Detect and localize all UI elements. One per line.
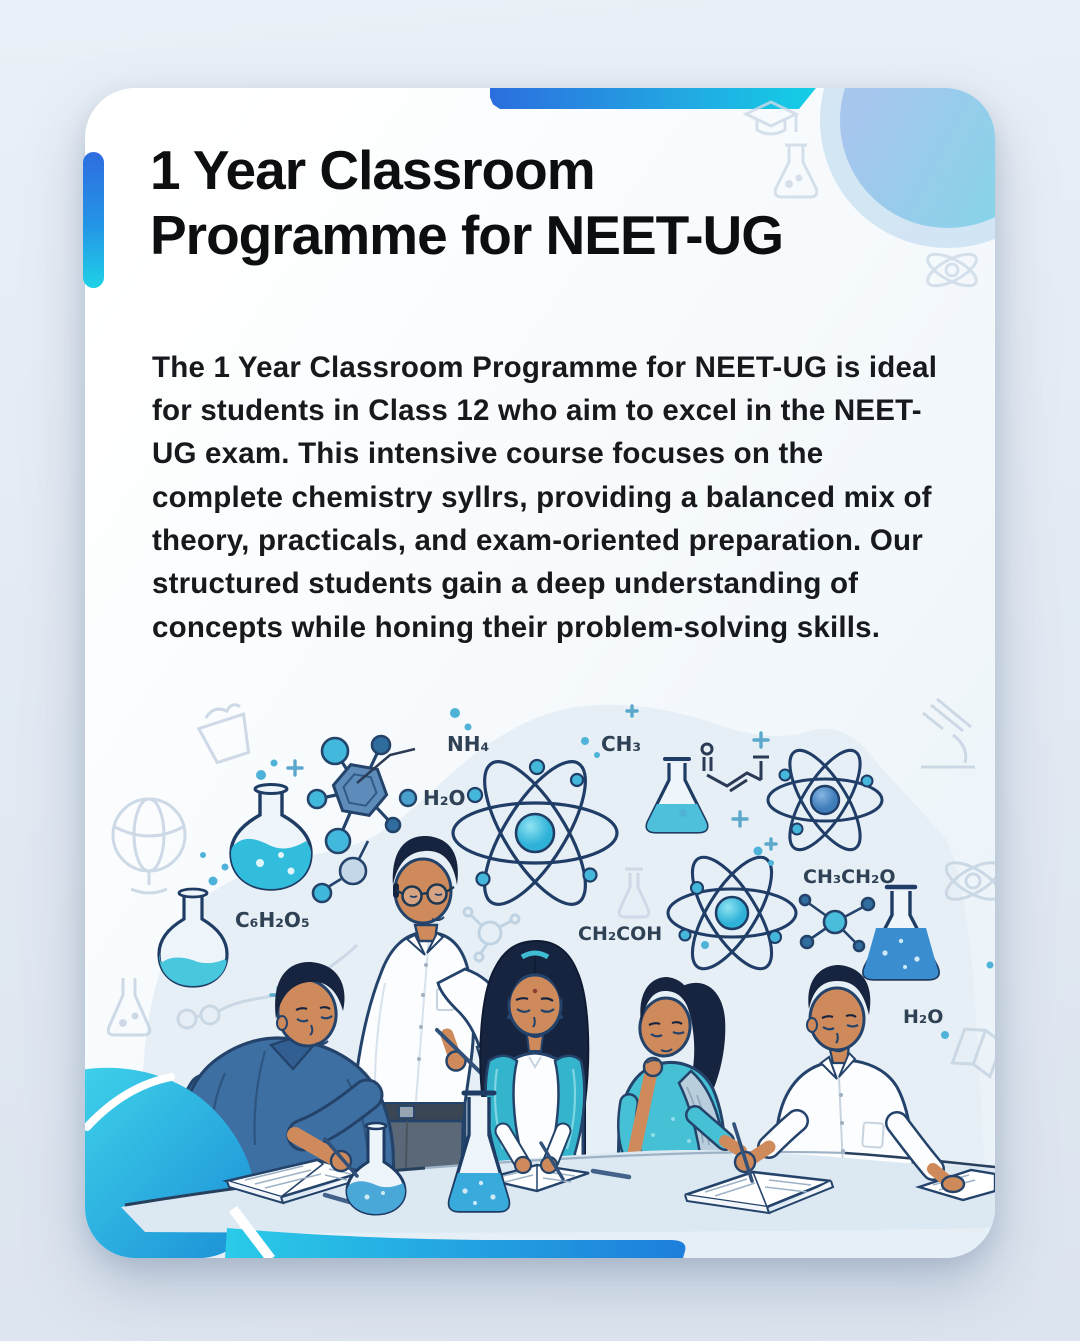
- formula-c6h2o5: C₆H₂O₅: [235, 908, 310, 932]
- beaker-sketch-icon: [195, 702, 255, 765]
- course-card: [85, 88, 995, 1258]
- formula-ch2coh: CH₂COH: [578, 923, 663, 945]
- classroom-illustration: [85, 683, 995, 1258]
- course-description: The 1 Year Classroom Programme for NEET-UG is ideal for students in Class 12 who aim to excel in the NEET-UG exam. This intensive course focuses on the complete chemistry syllrs, providing a balanced mix of theory, practicals, and exam-oriented preparation. Our structured students gain a deep understanding of concepts while honing their problem-solving skills.: [152, 350, 938, 644]
- page-title: [150, 138, 950, 269]
- formula-h2o-top: H₂O: [423, 786, 466, 810]
- flask-sketch-icon: [108, 978, 150, 1035]
- left-accent-capsule: [83, 152, 104, 288]
- microscope-icon: [921, 699, 975, 767]
- graduation-cap-icon: [746, 102, 796, 134]
- formula-ch3: CH₃: [601, 732, 642, 756]
- globe-icon: [113, 799, 185, 893]
- title-line-2: Programme for NEET-UG: [150, 204, 784, 267]
- round-flask-icon: [231, 785, 311, 890]
- title-line-1: 1 Year Classroom: [150, 139, 595, 201]
- formula-h2o-right: H₂O: [903, 1006, 944, 1028]
- h2o-dot: [400, 790, 416, 806]
- formula-ch3ch2o: CH₃CH₂O: [803, 866, 896, 888]
- formula-nh4: NH₄: [447, 732, 490, 756]
